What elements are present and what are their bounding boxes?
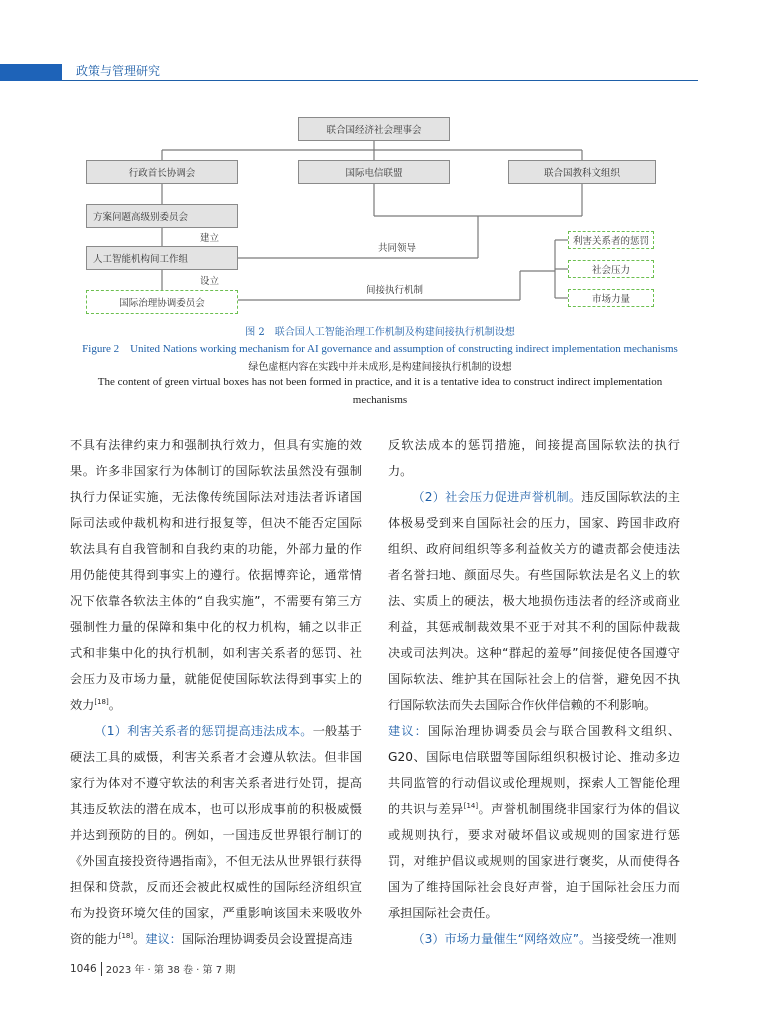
market-forces-box: 市场力量 (568, 289, 654, 307)
ai-working-group-box: 人工智能机构间工作组 (86, 246, 238, 270)
suggestion-label: 建议： (145, 932, 182, 946)
figure-note-en-line1: The content of green virtual boxes has not been formed in practice, and it is a tentative idea to construct indirect implementation (97, 376, 663, 388)
subheading: （1）利害关系者的惩罚提高违法成本。 (94, 724, 313, 738)
paragraph: （3）市场力量催生“网络效应”。当接受统一准则 (412, 932, 677, 946)
body-column-left (70, 432, 362, 952)
paragraph: 反软法成本的惩罚措施，间接提高国际软法的执行力。 (388, 438, 680, 478)
paragraph: 建议：国际治理协调委员会与联合国教科文组织、G20、国际电信联盟等国际组织积极讨论、推动多边共同监管的行动倡议或伦理规则，探索人工智能伦理的共识与差异[14]。声誉机制围绕非国家行为体的倡议或规则执行，要求对破坏倡议或规则的国家进行惩罚，对维护倡议或规则的国家进行褒奖，从而使得各国为了维持国际社会良好声誉，迫于国际社会压力而承担国际社会责任。 (388, 724, 681, 920)
page-footer (70, 961, 235, 976)
paragraph: （1）利害关系者的惩罚提高违法成本。一般基于硬法工具的威慑，利害关系者才会遵从软法。但非国家行为体对不遵守软法的利害关系者进行处罚，提高其违反软法的潜在成本，也可以形成事前的积极威慑并达到预防的目的。例如，一国违反世界银行制订的《外国直接投资待遇指南》，不但无法从世界银行获得担保和贷款，反而还会被此权威性的国际经济组织宣布为投资环境欠佳的国家，严重影响该国未来吸收外资的能力[18]。建议：国际治理协调委员会设置提高违 (70, 724, 362, 946)
subheading: （2）社会压力促进声誉机制。 (412, 490, 582, 504)
figure-note-cn: 绿色虚框内容在实践中并未成形,是构建间接执行机制的设想 (248, 362, 512, 373)
suggestion-label: 建议： (388, 724, 428, 738)
label-indirect-mechanism: 间接执行机制 (366, 285, 424, 296)
paragraph: 不具有法律约束力和强制执行效力，但具有实施的效果。许多非国家行为体制订的国际软法虽然没有强制执行力保证实施，无法像传统国际法对违法者诉诸国际司法或仲裁机构和进行报复等，但决不能否定国际软法具有自我管制和自我约束的功能，外部力量的作用仍能使其得到事实上的遵行。依据博弈论，通常情况下依靠各软法主体的“自我实施”，不需要有第三方强制性力量的保障和集中化的权力机构，辅之以非正式和非集中化的执行机制，如利害关系者的惩罚、社会压力及市场力量，就能促使国际软法得到事实上的效力[18]。 (70, 438, 362, 712)
journal-issue: 2023 年 · 第 38 卷 · 第 7 期 (105, 965, 236, 976)
body-column-right (388, 432, 680, 952)
citation: [18] (94, 697, 109, 706)
stakeholder-penalty-box: 利害关系者的惩罚 (568, 231, 654, 249)
council-box: 联合国经济社会理事会 (298, 117, 450, 141)
page-number: 1046 (70, 962, 97, 975)
citation: [18] (118, 931, 134, 940)
subheading: （3）市场力量催生“网络效应”。 (412, 932, 592, 946)
admin-committee-box: 行政首长协调会 (86, 160, 238, 184)
coordination-committee-box: 国际治理协调委员会 (86, 290, 238, 314)
unesco-box: 联合国教科文组织 (508, 160, 656, 184)
label-establish-2: 设立 (200, 276, 220, 287)
citation: [14] (463, 801, 479, 810)
paragraph: （2）社会压力促进声誉机制。违反国际软法的主体极易受到来自国际社会的压力，国家、跨国非政府组织、政府间组织等多利益攸关方的谴责都会使违法者名誉扫地、颜面尽失。有些国际软法是名义上的软法、实质上的硬法，极大地损伤违法者的经济或商业利益，其惩戒制裁效果不亚于对其不利的国际仲裁裁决或司法判决。这种“群起的羞辱”间接促使各国遵守国际软法、维护其在国际社会上的信誉，避免因不执行国际软法而失去国际合作伙伴信赖的不利影响。 (388, 490, 680, 712)
section-title: 政策与管理研究 (76, 64, 161, 78)
label-joint-lead: 共同领导 (378, 243, 417, 254)
high-level-committee-box: 方案问题高级别委员会 (86, 204, 238, 228)
footer-divider (101, 962, 102, 976)
label-establish-1: 建立 (200, 233, 220, 244)
figure-caption-cn: 图 2 联合国人工智能治理工作机制及构建间接执行机制设想 (245, 327, 515, 338)
figure-2 (0, 0, 760, 420)
itu-box: 国际电信联盟 (298, 160, 450, 184)
figure-note-en-line2: mechanisms (352, 394, 408, 406)
social-pressure-box: 社会压力 (568, 260, 654, 278)
figure-caption-en: Figure 2 United Nations working mechanism for AI governance and assumption of constructing indirect implementation mechanisms (82, 343, 678, 355)
